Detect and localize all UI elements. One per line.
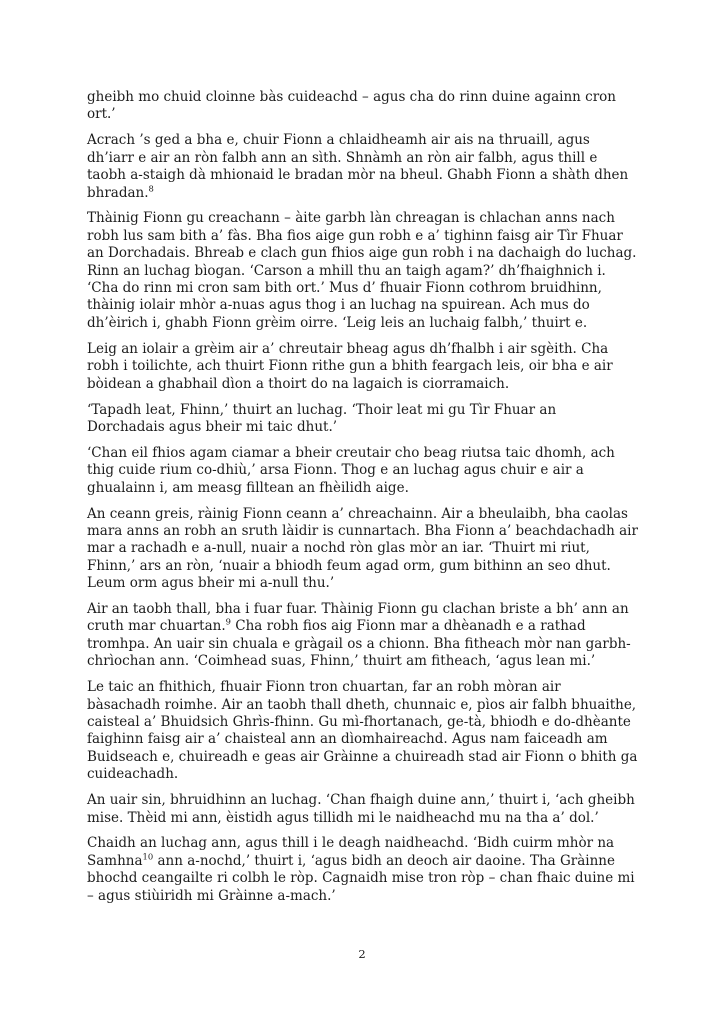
paragraph: Chaidh an luchag ann, agus thill i le deagh naidheachd. ‘Bidh cuirm mhòr na Samhna$^{10}$ ann a-nochd,’ thuirt i, ‘agus bidh an deoch air daoine. Tha Gràinne bhochd ceangailte ri colbh le ròp. Cagnaidh mise tron ròp – chan fhaic duine mi – agus stiùiridh mi Gràinne a-mach.’ [87,835,635,904]
paragraph: Leig an iolair a grèim air a’ chreutair bheag agus dh’fhalbh i air sgèith. Cha robh i toilichte, ach thuirt Fionn rithe gun a bhith feargach leis, oir bha e air bòidean a ghabhail dìon a thoirt do na lagaich is ciorramaich. [87,340,613,392]
footnote-reference: 10 [142,851,154,862]
paragraph: Air an taobh thall, bha i fuar fuar. Thàinig Fionn gu clachan briste a bh’ ann an cruth mar chuartan.$^9$ Cha robh fios aig Fionn mar a dhèanadh e a rathad tromhpa. An uair sin chuala e gràgail os a chionn. Bha fitheach mòr nan garbh-chrìochan ann. ‘Coimhead suas, Fhinn,’ thuirt am fitheach, ‘agus lean mi.’ [87,601,631,670]
paragraph: Thàinig Fionn gu creachann – àite garbh làn chreagan is chlachan anns nach robh lus sam bith a’ fàs. Bha fios aige gun robh e a’ tighinn faisg air Tìr Fhuar an Dorchadais. Bhreab e clach gun fhios aige gun robh i na dachaigh do luchag. Rinn an luchag bìogan. ‘Carson a mhill thu an taigh agam?’ dh’fhaighnich i. ‘Cha do rinn mi cron sam bith ort.’ Mus d’ fhuair Fionn cothrom bruidhinn, thàinig iolair mhòr a-nuas agus thog i an luchag na spuirean. Ach mus do dh’èirich i, ghabh Fionn grèim oirre. ‘Leig leis an luchaig falbh,’ thuirt e. [87,210,637,331]
footnote-reference: 8 [148,183,154,194]
paragraph: gheibh mo chuid cloinne bàs cuideachd – agus cha do rinn duine againn cron ort.’ [87,89,616,123]
paragraph: Acrach ’s ged a bha e, chuir Fionn a chlaidheamh air ais na thruaill, agus dh’iarr e air an ròn falbh ann an sìth. Shnàmh an ròn air falbh, agus thill e taobh a-staigh dà mhionaid le bradan mòr na bheul. Ghabh Fionn a shàth dhen bhradan.$^8$ [87,132,629,201]
footnote-reference: 9 [225,616,231,627]
text-block [87,89,638,905]
paragraph: An uair sin, bhruidhinn an luchag. ‘Chan fhaigh duine ann,’ thuirt i, ‘ach gheibh mise. Thèid mi ann, èistidh agus tillidh mi le naidheachd mu na tha a’ dol.’ [87,792,635,826]
paragraph: Le taic an fhithich, fhuair Fionn tron chuartan, far an robh mòran air bàsachadh roimhe. Air an taobh thall dheth, chunnaic e, pìos air falbh bhuaithe, caisteal a’ Bhuidsich Ghrìs-fhinn. Gu mì-fhortanach, ge-tà, bhiodh e do-dhèante faighinn faisg air a’ chaisteal ann an dìomhaireachd. Agus nam faiceadh am Buidseach e, chuireadh e geas air Gràinne a chuireadh stad air Fionn o bhith ga cuideachadh. [87,679,638,783]
paragraph: ‘Tapadh leat, Fhinn,’ thuirt an luchag. ‘Thoir leat mi gu Tìr Fhuar an Dorchadais agus bheir mi taic dhut.’ [87,401,557,435]
paragraph: ‘Chan eil fhios agam ciamar a bheir creutair cho beag riutsa taic dhomh, ach thig cuide rium co-dhiù,’ arsa Fionn. Thog e an luchag agus chuir e air a ghualainn i, am measg filltean an fhèilidh aige. [87,444,615,496]
paragraph: An ceann greis, ràinig Fionn ceann a’ chreachainn. Air a bheulaibh, bha caolas mara anns an robh an sruth làidir is cunnartach. Bha Fionn a’ beachdachadh air mar a rachadh e a-null, nuair a nochd ròn glas mòr an iar. ‘Thuirt mi riut, Fhinn,’ ars an ròn, ‘nuair a bhiodh feum agad orm, gum bithinn an seo dhut. Leum orm agus bheir mi a-null thu.’ [87,505,638,592]
page-number: 2 [358,946,366,961]
